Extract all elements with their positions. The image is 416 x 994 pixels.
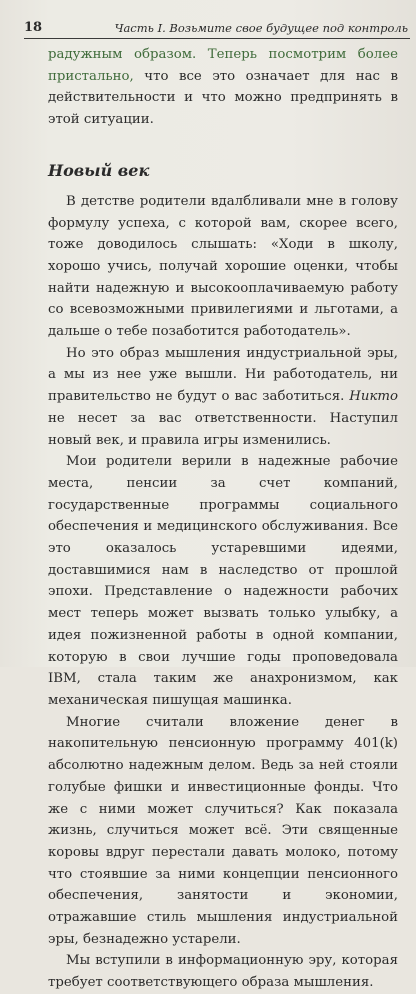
paragraph-5: Мы вступили в информационную эру, которая требует соответствующего образа мышления. xyxy=(48,953,398,991)
paragraph-text: Но это образ мышления индустриальной эры, а мы из нее уже вышли. Ни работодатель, ни правительство не будут о вас заботиться. xyxy=(48,345,398,405)
paragraph-text: не несет за вас ответственности. Наступил новый век, и правила игры изменились. xyxy=(48,410,398,448)
paragraph-continuation xyxy=(48,44,398,131)
section-title: Новый век xyxy=(48,160,150,180)
page-body xyxy=(48,44,398,994)
highlighted-text: радужным образом. Теперь посмотрим более пристально, xyxy=(48,47,398,84)
page-header xyxy=(24,18,410,39)
paragraph-1: В детстве родители вдалбливали мне в голову формулу успеха, с которой вам, скорее всего, тоже доводилось слышать: «Ходи в школу, хорошо учись, получай хорошие оценки, чтобы найти надежную и высокооплачиваемую работу со всевозможными привилегиями и льготами, а дальше о тебе позаботится работодатель». xyxy=(48,193,398,340)
running-head: Часть I. Возьмите свое будущее под контроль xyxy=(114,21,408,35)
emphasized-word: Никто xyxy=(349,389,398,405)
page-number: 18 xyxy=(24,20,43,35)
paragraph-2 xyxy=(48,343,398,452)
paragraph-4: Многие считали вложение денег в накопительную пенсионную программу 401(k) абсолютно надежным делом. Ведь за ней стояли голубые фишки и инвестиционные фонды. Что же с ними может случиться? Как показала жизнь, случиться может всё. Эти священные коровы вдруг перестали давать молоко, потому что стоявшие за ними концепции пенсионного обеспечения, занятости и экономии, отражавшие стиль мышления индустриальной эры, безнадежно устарели. xyxy=(48,714,398,947)
paragraph-text: что все это означает для нас в действительности и что можно предпринять в этой ситуации. xyxy=(48,68,398,128)
paragraph-3: Мои родители верили в надежные рабочие места, пенсии за счет компаний, государственные программы социального обеспечения и медицинского обслуживания. Все это оказалось устаревшими идеями, доставшимися нам в наследство от прошлой эпохи. Представление о надежности рабочих мест теперь может вызвать только улыбку, а идея пожизненной работы в одной компании, которую в свои лучшие годы проповедовала IBM, стала таким же анахронизмом, как механическая пишущая машинка. xyxy=(48,454,398,708)
